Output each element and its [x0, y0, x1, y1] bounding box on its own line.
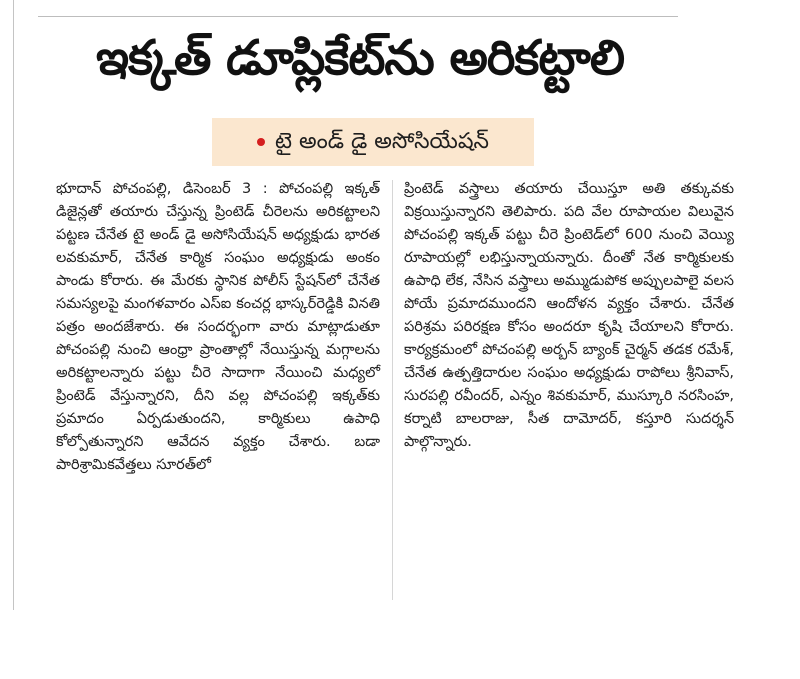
bullet-icon [257, 138, 265, 146]
column-divider [392, 180, 393, 600]
subheadline: టై అండ్ డై అసోసియేషన్ [275, 129, 489, 154]
article-column-left: భూదాన్ పోచంపల్లి, డిసెంబర్ 3 : పోచంపల్లి ఇక్కత్ డిజైన్లతో తయారు చేస్తున్న ప్రింటెడ్ చీరెలను అరికట్టాలని పట్టణ చేనేత టై అండ్ డై అసోసియేషన్ అధ్యక్షుడు భారత లవకుమార్, చేనేత కార్మిక సంఘం అధ్యక్షుడు అంకం పాండు కోరారు. ఈ మేరకు స్థానిక పోలీస్ స్టేషన్‌లో చేనేత సమస్యలపై మంగళవారం ఎస్ఐ కంచర్ల భాస్కర్‌రెడ్డికి వినతి పత్రం అందజేశారు. ఈ సందర్భంగా వారు మాట్లాడుతూ పోచంపల్లి నుంచి ఆంధ్రా ప్రాంతాల్లో నేయిస్తున్న మగ్గాలను అరికట్టాలన్నారు పట్టు చీరె సాదాగా నేయించి మధ్యలో ప్రింటెడ్ వేస్తున్నారని, దీని వల్ల పోచంపల్లి ఇక్కత్‌కు ప్రమాదం ఏర్పడుతుందని, కార్మికులు ఉపాధి కోల్పోతున్నారని ఆవేదన వ్యక్తం చేశారు. బడా పారిశ్రామికవేత్తలు సూరత్‌లో [56, 181, 380, 473]
article-column-right: ప్రింటెడ్ వస్త్రాలు తయారు చేయిస్తూ అతి తక్కువకు విక్రయిస్తున్నారని తెలిపారు. పది వేల రూపాయల విలువైన పోచంపల్లి ఇక్కత్ పట్టు చీరె ప్రింటెడ్‌లో 600 నుంచి వెయ్యి రూపాయల్లో లభిస్తున్నాయన్నారు. దీంతో నేత కార్మికులకు ఉపాధి లేక, నేసిన వస్త్రాలు అమ్ముడుపోక అప్పులపాలై వలస పోయే ప్రమాదముందని ఆందోళన వ్యక్తం చేశారు. చేనేత పరిశ్రమ పరిరక్షణ కోసం అందరూ కృషి చేయాలని కోరారు. కార్యక్రమంలో పోచంపల్లి అర్బన్ బ్యాంక్ చైర్మన్ తడక రమేశ్, చేనేత ఉత్పత్తిదారుల సంఘం అధ్యక్షుడు రాపోలు శ్రీనివాస్, సురపల్లి రవీందర్, ఎన్నం శివకుమార్, ముస్కూరి నరసింహ, కర్నాటి బాలరాజు, సీత దామోదర్, కస్తూరి సుదర్శన్ పాల్గొన్నారు. [404, 181, 734, 450]
headline: ఇక్కత్ డూప్లికేట్‌ను అరికట్టాలి [95, 30, 625, 86]
subheadline-box [212, 118, 534, 166]
left-margin-rule [13, 0, 14, 610]
top-rule [38, 16, 678, 17]
